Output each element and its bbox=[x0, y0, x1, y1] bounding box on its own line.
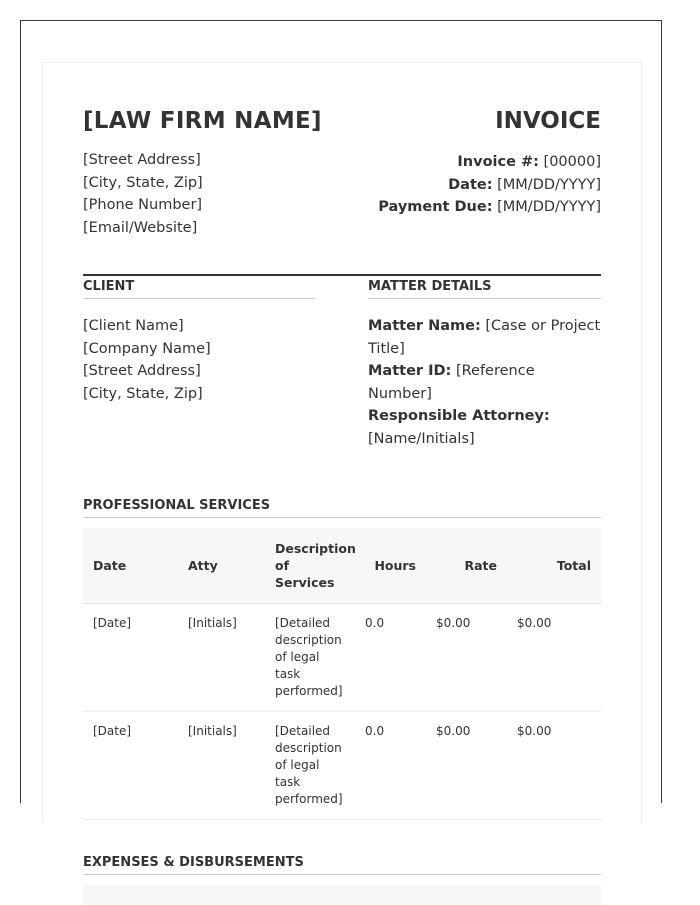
table-row bbox=[83, 712, 601, 820]
col-header-hours: Hours bbox=[355, 528, 426, 604]
table-row bbox=[83, 604, 601, 712]
firm-phone: [Phone Number] bbox=[83, 197, 203, 213]
row-date: [Date] bbox=[83, 712, 178, 820]
payment-due-line bbox=[378, 196, 601, 219]
matter-column bbox=[368, 276, 601, 450]
row-total: $0.00 bbox=[507, 604, 601, 712]
invoice-number-line bbox=[378, 151, 601, 174]
client-street: [Street Address] bbox=[83, 363, 201, 379]
attorney-label: Responsible Attorney: bbox=[368, 408, 550, 424]
client-details bbox=[83, 315, 316, 405]
row-rate: $0.00 bbox=[426, 712, 507, 820]
matter-name-value: [Case or Project Title] bbox=[368, 318, 601, 357]
matter-id-line bbox=[368, 360, 601, 405]
firm-address bbox=[83, 149, 203, 239]
matter-name-label: Matter Name: bbox=[368, 318, 481, 334]
col-header-rate: Rate bbox=[426, 528, 507, 604]
firm-street: [Street Address] bbox=[83, 152, 201, 168]
col-header-description: Description of Services bbox=[265, 528, 355, 604]
attorney-value: [Name/Initials] bbox=[368, 430, 475, 447]
invoice-header bbox=[83, 103, 601, 139]
client-company: [Company Name] bbox=[83, 340, 211, 357]
row-description: [Detailed description of legal task performed] bbox=[265, 604, 355, 712]
row-rate: $0.00 bbox=[426, 604, 507, 712]
matter-heading: MATTER DETAILS bbox=[368, 276, 601, 299]
client-city-state-zip: [City, State, Zip] bbox=[83, 385, 203, 402]
row-hours: 0.0 bbox=[355, 712, 426, 820]
row-description: [Detailed description of legal task performed] bbox=[265, 712, 355, 820]
services-heading: PROFESSIONAL SERVICES bbox=[83, 496, 601, 518]
row-date: [Date] bbox=[83, 604, 178, 712]
col-header-atty: Atty bbox=[178, 528, 265, 604]
expenses-table-header bbox=[83, 885, 601, 905]
invoice-title: INVOICE bbox=[495, 108, 601, 134]
matter-name-line bbox=[368, 315, 601, 360]
invoice-page bbox=[42, 62, 642, 870]
matter-id-value: [Reference Number] bbox=[368, 363, 535, 402]
client-name: [Client Name] bbox=[83, 318, 184, 334]
row-total: $0.00 bbox=[507, 712, 601, 820]
firm-name: [LAW FIRM NAME] bbox=[83, 108, 322, 134]
attorney-line bbox=[368, 405, 601, 450]
services-table bbox=[83, 528, 601, 820]
services-header-row bbox=[83, 528, 601, 604]
client-matter-section bbox=[83, 276, 601, 450]
invoice-content bbox=[83, 103, 601, 905]
expenses-heading: EXPENSES & DISBURSEMENTS bbox=[83, 853, 601, 875]
invoice-date-value: [MM/DD/YYYY] bbox=[497, 176, 601, 193]
invoice-date-label: Date: bbox=[448, 176, 493, 193]
invoice-meta bbox=[378, 149, 601, 239]
header-details bbox=[83, 149, 601, 239]
document-frame bbox=[20, 20, 662, 870]
client-column bbox=[83, 276, 316, 450]
row-atty: [Initials] bbox=[178, 712, 265, 820]
payment-due-value: [MM/DD/YYYY] bbox=[497, 199, 601, 215]
invoice-number-label: Invoice #: bbox=[457, 154, 539, 170]
invoice-date-line bbox=[378, 174, 601, 197]
matter-details bbox=[368, 315, 601, 450]
client-heading: CLIENT bbox=[83, 276, 316, 299]
firm-city-state-zip: [City, State, Zip] bbox=[83, 174, 203, 191]
payment-due-label: Payment Due: bbox=[378, 199, 493, 215]
col-header-total: Total bbox=[507, 528, 601, 604]
row-atty: [Initials] bbox=[178, 604, 265, 712]
firm-email-website: [Email/Website] bbox=[83, 219, 198, 236]
invoice-number-value: [00000] bbox=[543, 154, 601, 170]
col-header-date: Date bbox=[83, 528, 178, 604]
matter-id-label: Matter ID: bbox=[368, 363, 452, 379]
row-hours: 0.0 bbox=[355, 604, 426, 712]
